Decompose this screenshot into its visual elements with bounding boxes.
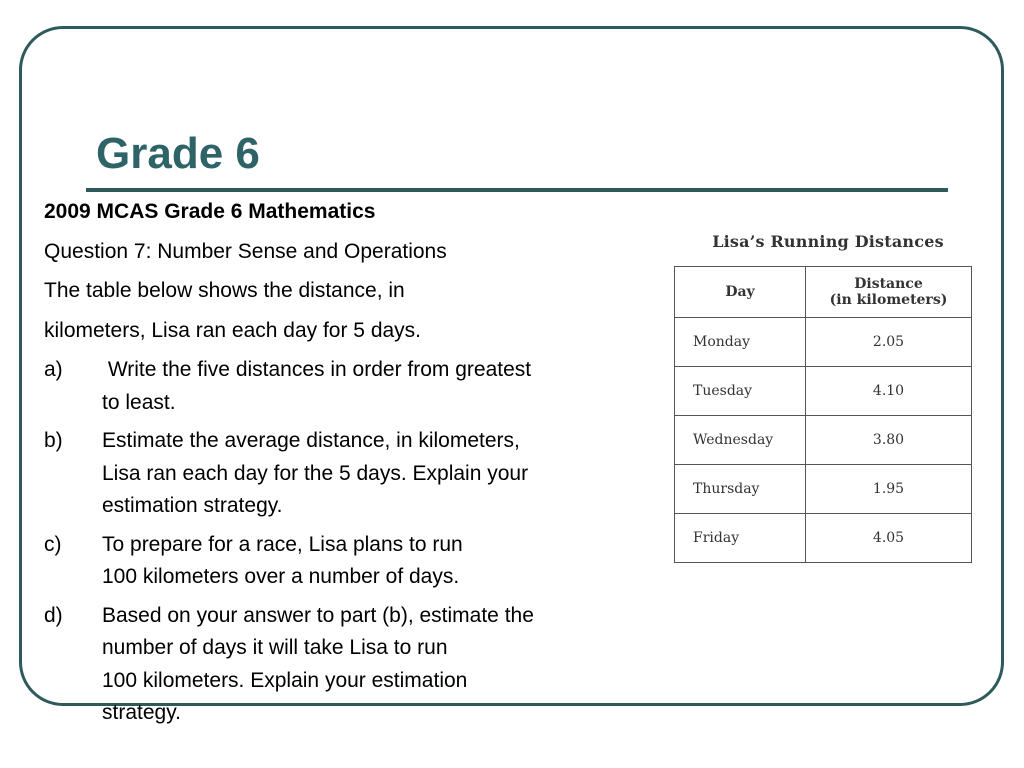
part-text-line: estimation strategy. — [102, 494, 283, 517]
slide-title: Grade 6 — [96, 129, 260, 178]
part-marker: a) — [44, 358, 63, 381]
part-text-line: Based on your answer to part (b), estimate the — [102, 603, 534, 627]
part-text-line: Estimate the average distance, in kilometers, — [102, 429, 520, 452]
question-heading: Question 7: Number Sense and Operations — [44, 239, 447, 263]
cell-distance: 1.95 — [806, 465, 972, 514]
cell-distance: 4.10 — [806, 367, 972, 416]
part-text-line: Lisa ran each day for the 5 days. Explain your — [102, 461, 529, 485]
question-part-b — [44, 425, 664, 523]
intro-line-2: kilometers, Lisa ran each day for 5 days. — [44, 318, 422, 342]
question-part-d — [44, 600, 664, 730]
column-header-distance — [806, 267, 972, 318]
cell-day: Tuesday — [675, 367, 806, 416]
part-text — [102, 529, 664, 594]
table-row — [675, 465, 972, 514]
table-row — [675, 367, 972, 416]
title-divider — [86, 188, 948, 192]
cell-distance: 3.80 — [806, 416, 972, 465]
question-part-a — [44, 354, 664, 419]
part-text-line: 100 kilometers over a number of days. — [102, 565, 460, 588]
part-text-line: Write the five distances in order from greatest — [102, 358, 532, 381]
part-marker: c) — [44, 532, 62, 556]
part-text — [102, 600, 664, 730]
part-text-line: to least. — [102, 390, 176, 414]
running-distances-figure — [674, 232, 974, 563]
question-part-c — [44, 529, 664, 594]
column-header-distance-line-2: (in kilometers) — [829, 292, 948, 308]
column-header-day: Day — [675, 267, 806, 318]
slide-body — [44, 196, 664, 736]
exam-heading: 2009 MCAS Grade 6 Mathematics — [44, 200, 376, 223]
cell-distance: 2.05 — [806, 318, 972, 367]
part-marker: b) — [44, 429, 63, 452]
table-row — [675, 514, 972, 563]
table-row — [675, 318, 972, 367]
question-parts — [44, 354, 664, 730]
cell-day: Thursday — [675, 465, 806, 514]
table-title: Lisa’s Running Distances — [712, 232, 944, 251]
part-text — [102, 354, 664, 419]
part-text-line: 100 kilometers. Explain your estimation — [102, 668, 468, 692]
part-text — [102, 425, 664, 523]
cell-day: Monday — [675, 318, 806, 367]
part-marker: d) — [44, 603, 63, 627]
part-text-line: To prepare for a race, Lisa plans to run — [102, 532, 463, 556]
cell-day: Wednesday — [675, 416, 806, 465]
table-row — [675, 416, 972, 465]
part-text-line: strategy. — [102, 701, 181, 724]
table-header-row — [675, 267, 972, 318]
part-text-line: number of days it will take Lisa to run — [102, 636, 448, 659]
column-header-distance-line-1: Distance — [854, 276, 923, 292]
cell-distance: 4.05 — [806, 514, 972, 563]
running-distances-table — [674, 266, 972, 563]
intro-line-1: The table below shows the distance, in — [44, 279, 405, 302]
cell-day: Friday — [675, 514, 806, 563]
